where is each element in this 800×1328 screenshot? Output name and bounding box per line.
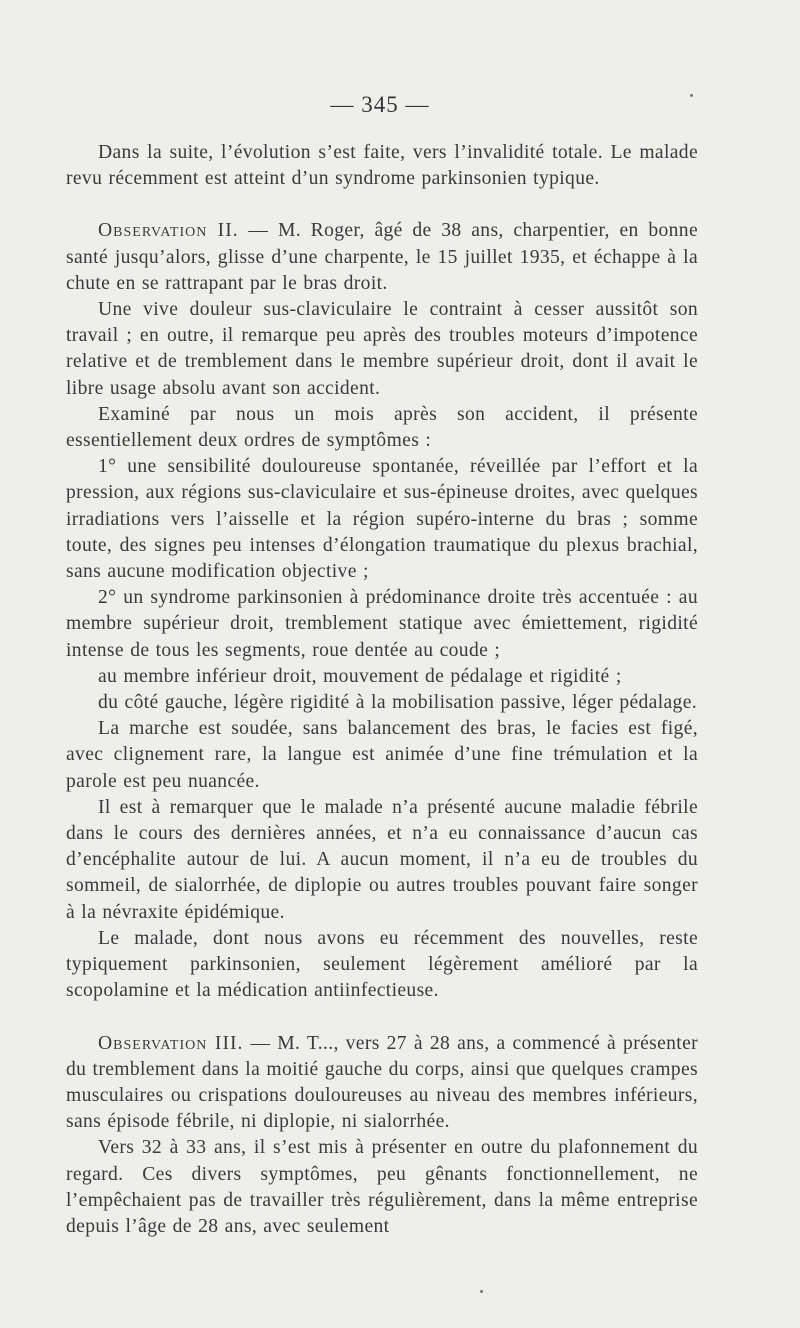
observation-heading: Observation III. <box>98 1032 244 1054</box>
paragraph-5: 1° une sensibilité douloureuse spontanée, réveillée par l’effort et la pression, aux régions sus-claviculaire et sus-épineuse droites, avec quelques irradiations vers l’aisselle et la région supéro-interne du bras ; somme toute, des signes peu intenses d’élongation traumatique du plexus brachial, sans aucune modification objective ; <box>66 456 698 583</box>
paragraph-observation-2: Observation II. — M. Roger, âgé de 38 ans, charpentier, en bonne santé jusqu’alors, glisse d’une charpente, le 15 juillet 1935, et échappe à la chute en se rattrapant par le bras droit. <box>66 220 698 294</box>
paragraph-6: 2° un syndrome parkinsonien à prédominance droite très accentuée : au membre supérieur droit, tremblement statique avec émiettement, rigidité intense de tous les segments, roue dentée au coude ; <box>66 587 698 661</box>
paragraph-observation-3: Observation III. — M. T..., vers 27 à 28 ans, a commencé à présenter du tremblement dans la moitié gauche du corps, ainsi que quelques crampes musculaires ou crispations douloureuses au niveau des membres inférieurs, sans épisode fébrile, ni diplopie, ni sialorrhée. <box>66 1032 698 1133</box>
paragraph-7: au membre inférieur droit, mouvement de pédalage et rigidité ; <box>98 665 622 687</box>
scan-speck <box>480 1290 483 1293</box>
paragraph-10: Il est à remarquer que le malade n’a présenté aucune maladie fébrile dans le cours des dernières années, et n’a eu connaissance d’aucun cas d’encéphalite autour de lui. A aucun moment, il n’a eu de troubles du sommeil, de sialorrhée, de diplopie ou autres troubles pouvant faire songer à la névraxite épidémique. <box>66 796 698 923</box>
paragraph-3: Une vive douleur sus-claviculaire le contraint à cesser aussitôt son travail ; en outre, il remarque peu après des troubles moteurs d’impotence relative et de tremblement dans le membre supérieur droit, dont il avait le libre usage absolu avant son accident. <box>66 299 698 399</box>
page-number: — 345 — <box>330 92 430 117</box>
paragraph-13: Vers 32 à 33 ans, il s’est mis à présenter en outre du plafonnement du regard. Ces divers symptômes, peu gênants fonctionnellement, ne l’empêchaient pas de travailler très régulièrement, dans la même entreprise depuis l’âge de 28 ans, avec seulement <box>66 1137 698 1237</box>
paragraph-1: Dans la suite, l’évolution s’est faite, vers l’invalidité totale. Le malade revu récemment est atteint d’un syndrome parkinsonien typique. <box>66 142 698 190</box>
body-text <box>66 140 698 1240</box>
paragraph-4: Examiné par nous un mois après son accident, il présente essentiellement deux ordres de symptômes : <box>66 403 698 452</box>
scan-speck <box>690 94 693 97</box>
paragraph-11: Le malade, dont nous avons eu récemment des nouvelles, reste typiquement parkinsonien, seulement légèrement amélioré par la scopolamine et la médication antiinfectieuse. <box>66 927 698 1002</box>
paragraph-8: du côté gauche, légère rigidité à la mobilisation passive, léger pédalage. <box>98 692 697 714</box>
observation-heading: Observation II. <box>98 220 239 242</box>
paragraph-9: La marche est soudée, sans balancement des bras, le facies est figé, avec clignement rare, la langue est animée d’une fine trémulation et la parole est peu nuancée. <box>66 718 698 792</box>
